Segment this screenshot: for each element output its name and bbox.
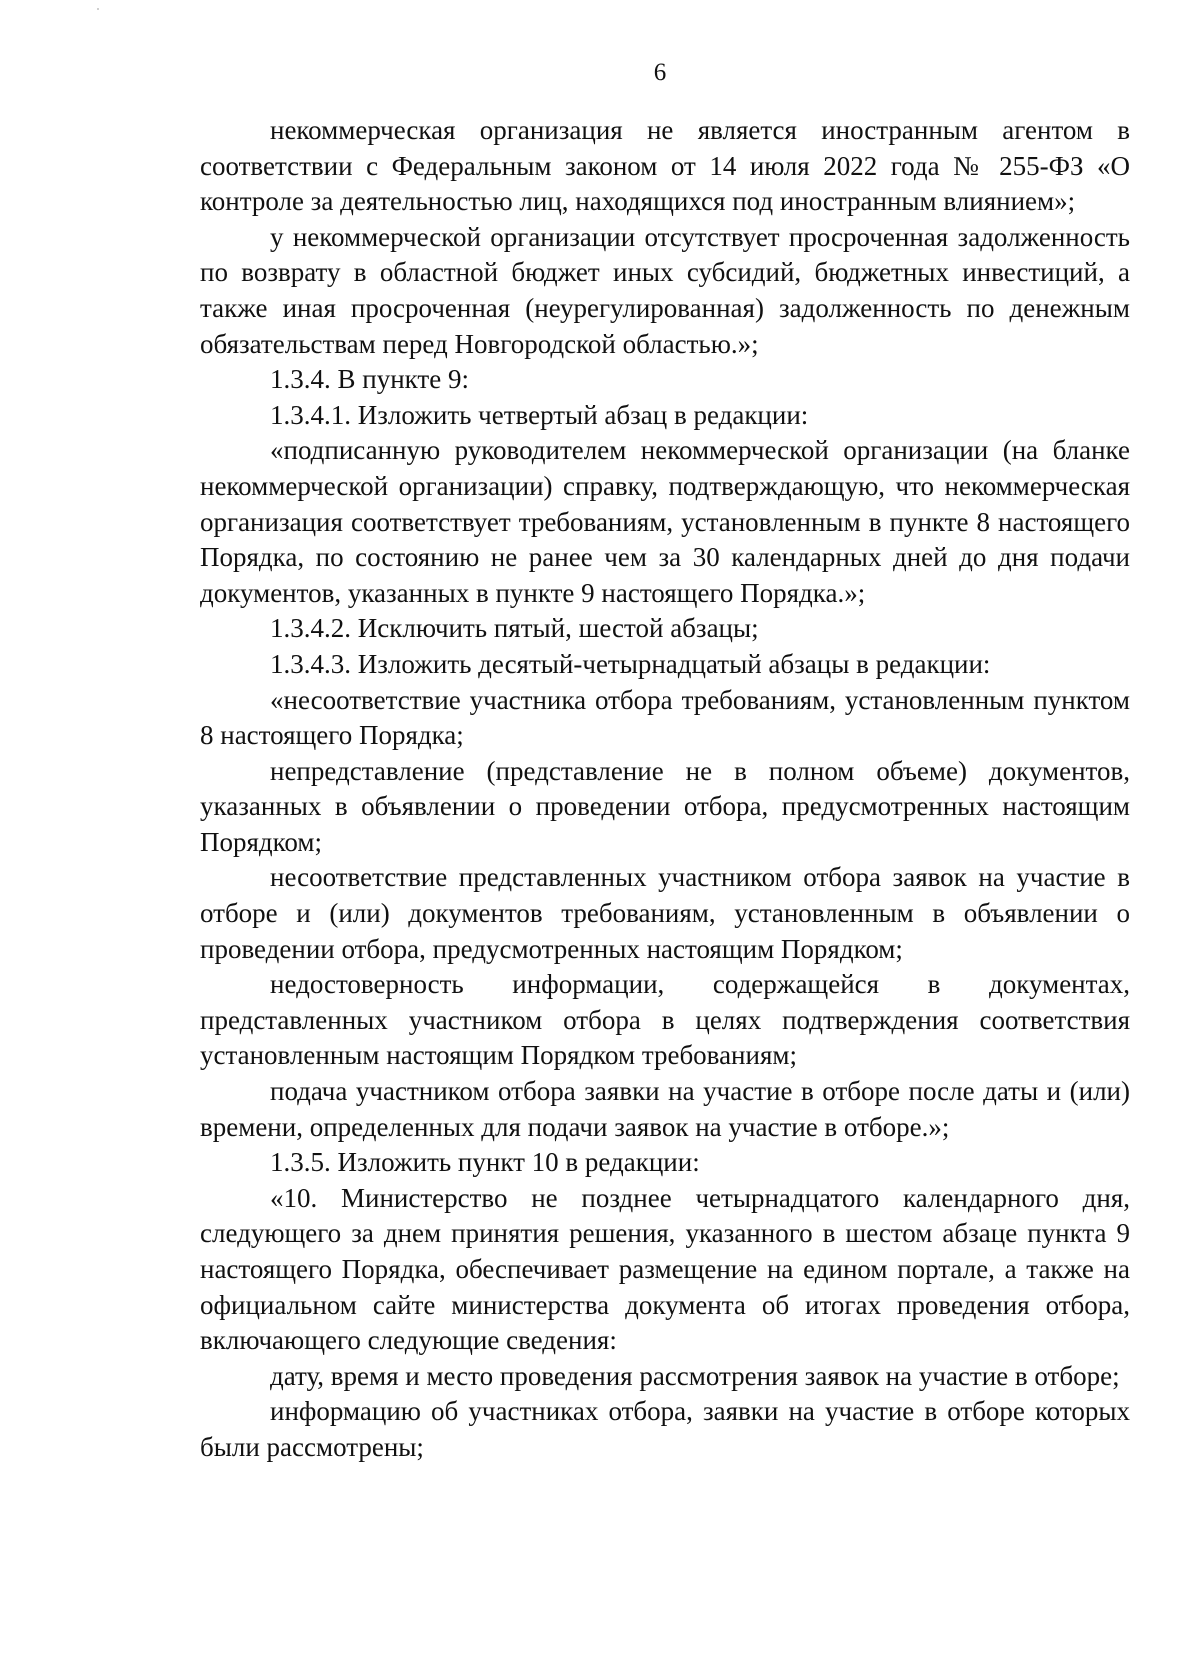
paragraph-nonsubmission: непредставление (представление не в полном объеме) документов, указанных в объявлении о проведении отбора, предусмотренных настоящим Порядком; (200, 755, 1130, 857)
paragraph-no-debt: у некоммерческой организации отсутствует просроченная задолженность по возврату в областной бюджет иных субсидий, бюджетных инвестиций, а также иная просроченная (неурегулированная) задолженность по денежным обязательствам перед Новгородской областью.»; (200, 221, 1130, 359)
paragraph-1-3-5: 1.3.5. Изложить пункт 10 в редакции: (270, 1147, 700, 1178)
paragraph-late-submission: подача участником отбора заявки на участие в отборе после даты и (или) времени, определенных для подачи заявок на участие в отборе.»; (200, 1076, 1130, 1142)
document-body (200, 113, 1130, 1466)
paragraph-participants-info: информацию об участниках отбора, заявки на участие в отборе которых были рассмотрены; (200, 1396, 1130, 1462)
page-number: 6 (653, 59, 667, 86)
paragraph-1-3-4-2: 1.3.4.2. Исключить пятый, шестой абзацы; (270, 613, 759, 644)
scan-artifact (97, 8, 99, 10)
paragraph-signed-certificate: «подписанную руководителем некоммерческой организации (на бланке некоммерческой организации) справку, подтверждающую, что некоммерческая организация соответствует требованиям, установленным в пункте 8 настоящего Порядка, по состоянию не ранее чем за 30 календарных дней до дня подачи документов, указанных в пункте 9 настоящего Порядка.»; (200, 435, 1130, 608)
paragraph-noncompliance-applications: несоответствие представленных участником отбора заявок на участие в отборе и (или) документов требованиям, установленным в объявлении о проведении отбора, предусмотренных настоящим Порядком; (200, 862, 1130, 964)
paragraph-noncompliance-participant: «несоответствие участника отбора требованиям, установленным пунктом 8 настоящего Порядка; (200, 684, 1130, 751)
paragraph-foreign-agent: некоммерческая организация не является иностранным агентом в соответствии с Федеральным законом от 14 июля 2022 года № 255-ФЗ «О контроле за деятельностью лиц, находящихся под иностранным влиянием»; (200, 115, 1130, 217)
paragraph-point-10: «10. Министерство не позднее четырнадцатого календарного дня, следующего за днем принятия решения, указанного в шестом абзаце пункта 9 настоящего Порядка, обеспечивает размещение на едином портале, а также на официальном сайте министерства документа об итогах проведения отбора, включающего следующие сведения: (200, 1182, 1130, 1356)
paragraph-date-time-place: дату, время и место проведения рассмотрения заявок на участие в отборе; (270, 1360, 1120, 1391)
paragraph-1-3-4: 1.3.4. В пункте 9: (270, 364, 469, 395)
paragraph-1-3-4-3: 1.3.4.3. Изложить десятый-четырнадцатый абзацы в редакции: (270, 648, 991, 679)
paragraph-unreliability: недостоверность информации, содержащейся в документах, представленных участником отбора в целях подтверждения соответствия установленным настоящим Порядком требованиям; (200, 969, 1130, 1071)
paragraph-1-3-4-1: 1.3.4.1. Изложить четвертый абзац в редакции: (270, 399, 809, 430)
